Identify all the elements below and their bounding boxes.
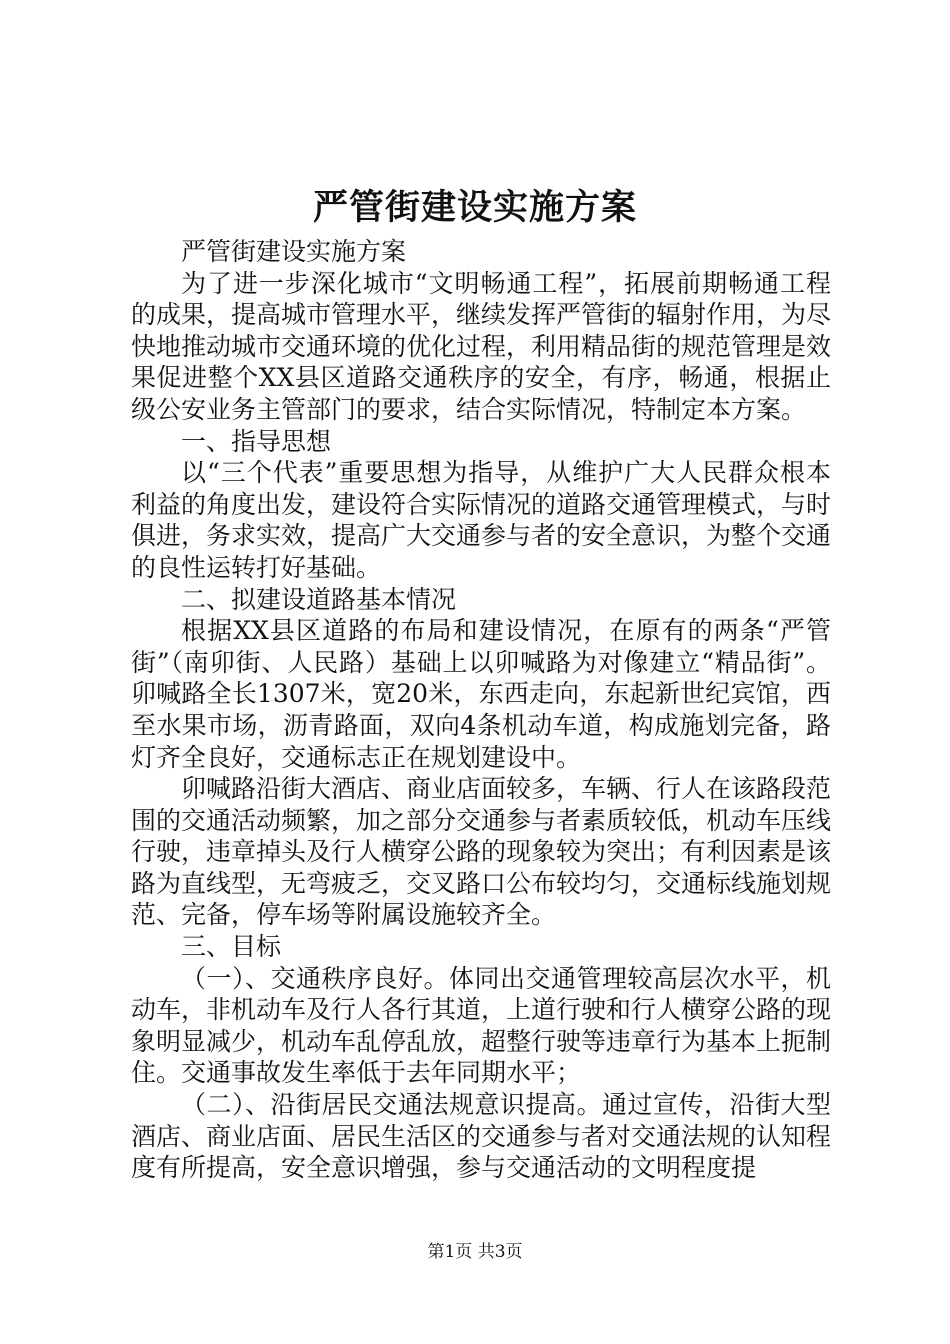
page-footer: 第1页 共3页 [427,1242,523,1262]
body-paragraph: 卯喊路沿街大酒店、商业店面较多，车辆、行人在该路段范围的交通活动频繁，加之部分交通参与者素质较低，机动车压线行驶，违章掉头及行人横穿公路的现象较为突出；有利因素是该路为直线型，无弯疲乏，交叉路口公布较均匀，交通标线施划规范、完备，停车场等附属设施较齐全。 [131,774,832,930]
body-paragraph: （二）、沿街居民交通法规意识提高。通过宣传，沿街大型酒店、商业店面、居民生活区的交通参与者对交通法规的认知程度有所提高，安全意识增强，参与交通活动的文明程度提 [131,1090,832,1183]
body-paragraph: 根据XX县区道路的布局和建设情况，在原有的两条“严管街”（南卯街、人民路）基础上以卯喊路为对像建立“精品街”。卯喊路全长1307米，宽20米，东西走向，东起新世纪宾馆，西至水果市场，沥青路面，双向4条机动车道，构成施划完备，路灯齐全良好，交通标志正在规划建设中。 [131,616,831,772]
section-heading: 三、目标 [181,932,282,962]
body-paragraph: 以“三个代表”重要思想为指导，从维护广大人民群众根本利益的角度出发，建设符合实际情况的道路交通管理模式，与时俱进，务求实效，提高广大交通参与者的安全意识，为整个交通的良性运转打好基础。 [131,458,832,582]
document-body [131,236,831,1184]
document-title: 严管街建设实施方案 [312,187,637,228]
section-heading: 严管街建设实施方案 [181,237,407,266]
section-heading: 一、指导思想 [181,426,332,456]
section-heading: 二、拟建设道路基本情况 [181,584,457,614]
body-paragraph: （一）、交通秩序良好。体同出交通管理较高层次水平，机动车，非机动车及行人各行其道，上道行驶和行人横穿公路的现象明显减少，机动车乱停乱放，超整行驶等违章行为基本上扼制住。交通事故发生率低于去年同期水平； [131,963,832,1088]
body-paragraph: 为了进一步深化城市“文明畅通工程”，拓展前期畅通工程的成果，提高城市管理水平，继续发挥严管街的辐射作用，为尽快地推动城市交通环境的优化过程，利用精品街的规范管理是效果促进整个XX县区道路交通秩序的安全，有序，畅通，根据止级公安业务主管部门的要求，结合实际情况，特制定本方案。 [131,268,832,424]
